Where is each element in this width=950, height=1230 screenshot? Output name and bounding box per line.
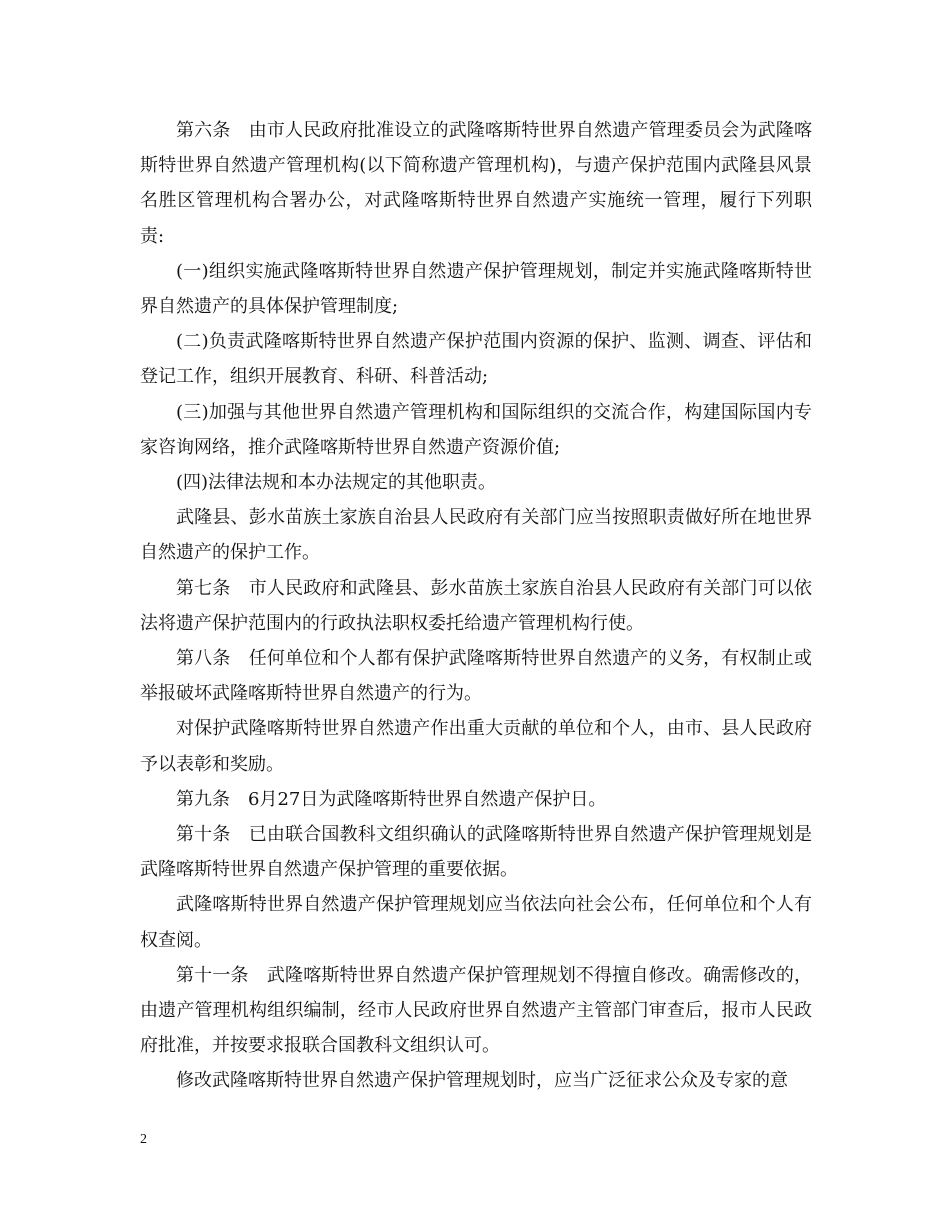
document-body xyxy=(140,113,812,1099)
paragraph-article-11: 第十一条 武隆喀斯特世界自然遗产保护管理规划不得擅自修改。确需修改的，由遗产管理机构组织编制，经市人民政府世界自然遗产主管部门审查后，报市人民政府批准，并按要求报联合国教科文组织认可。 xyxy=(140,964,812,1057)
paragraph-duty-3: (三)加强与其他世界自然遗产管理机构和国际组织的交流合作，构建国际国内专家咨询网络，推介武隆喀斯特世界自然遗产资源价值; xyxy=(140,401,812,458)
paragraph-plan-public: 武隆喀斯特世界自然遗产保护管理规划应当依法向社会公布，任何单位和个人有权查阅。 xyxy=(140,894,812,951)
paragraph-duty-1: (一)组织实施武隆喀斯特世界自然遗产保护管理规划，制定并实施武隆喀斯特世界自然遗产的具体保护管理制度; xyxy=(140,260,812,318)
paragraph-duty-2: (二)负责武隆喀斯特世界自然遗产保护范围内资源的保护、监测、调查、评估和登记工作，组织开展教育、科研、科普活动; xyxy=(140,331,812,388)
paragraph-plan-revision: 修改武隆喀斯特世界自然遗产保护管理规划时，应当广泛征求公众及专家的意 xyxy=(176,1070,788,1092)
paragraph-article-8: 第八条 任何单位和个人都有保护武隆喀斯特世界自然遗产的义务，有权制止或举报破坏武隆喀斯特世界自然遗产的行为。 xyxy=(140,648,812,705)
page-number: 2 xyxy=(140,1132,147,1147)
paragraph-duty-4: (四)法律法规和本办法规定的其他职责。 xyxy=(176,472,497,494)
paragraph-award: 对保护武隆喀斯特世界自然遗产作出重大贡献的单位和个人，由市、县人民政府予以表彰和奖励。 xyxy=(140,718,812,775)
paragraph-article-6: 第六条 由市人民政府批准设立的武隆喀斯特世界自然遗产管理委员会为武隆喀斯特世界自然遗产管理机构(以下简称遗产管理机构)，与遗产保护范围内武隆县风景名胜区管理机构合署办公，对武隆喀斯特世界自然遗产实施统一管理，履行下列职责: xyxy=(140,120,812,247)
paragraph-county-duty: 武隆县、彭水苗族土家族自治县人民政府有关部门应当按照职责做好所在地世界自然遗产的保护工作。 xyxy=(140,507,812,564)
paragraph-article-10: 第十条 已由联合国教科文组织确认的武隆喀斯特世界自然遗产保护管理规划是武隆喀斯特世界自然遗产保护管理的重要依据。 xyxy=(140,824,812,881)
paragraph-article-7: 第七条 市人民政府和武隆县、彭水苗族土家族自治县人民政府有关部门可以依法将遗产保护范围内的行政执法职权委托给遗产管理机构行使。 xyxy=(140,577,812,634)
paragraph-article-9: 第九条 6月27日为武隆喀斯特世界自然遗产保护日。 xyxy=(176,788,607,810)
